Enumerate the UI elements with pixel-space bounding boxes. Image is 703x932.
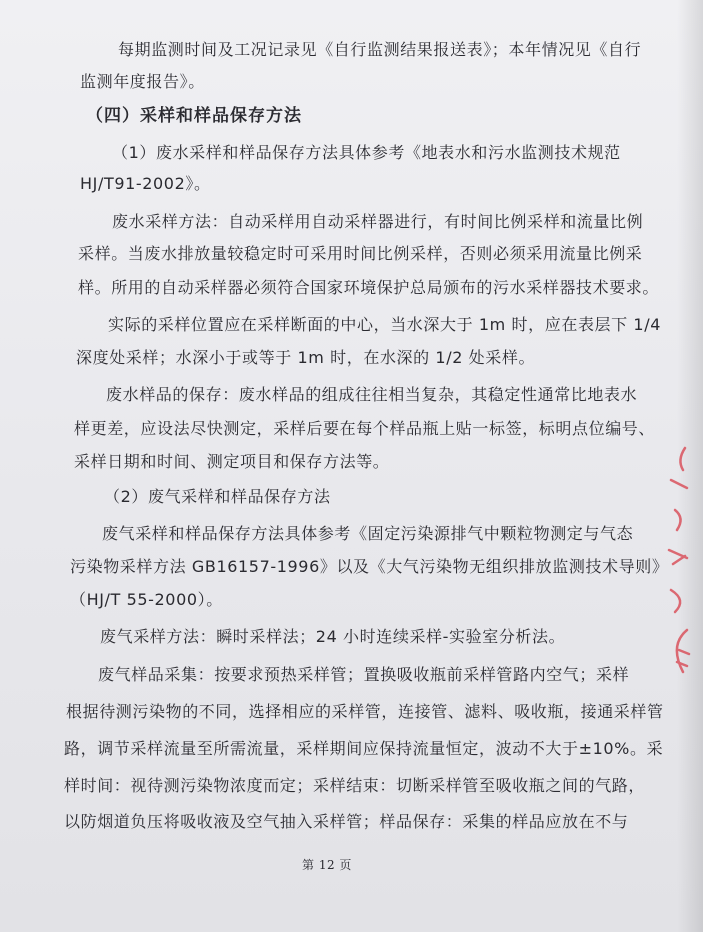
para3-line3: 样。所用的自动采样器必须符合国家环境保护总局颁布的污水采样器技术要求。 [78,278,660,297]
para9-line5: 以防烟道负压将吸收液及空气抽入采样管；样品保存：采集的样品应放在不与 [64,812,629,831]
red-seal-stamp [657,440,697,700]
para9-line1: 废气样品采集：按要求预热采样管；置换吸收瓶前采样管路内空气；采样 [98,665,630,684]
para1-line1: 每期监测时间及工况记录见《自行监测结果报送表》；本年情况见《自行 [118,40,642,59]
page-number-footer: 第 12 页 [302,858,352,872]
para3-line2: 采样。当废水排放量较稳定时可采用时间比例采样，否则必须采用流量比例采 [78,244,643,263]
para7-line1: 废气采样和样品保存方法具体参考《固定污染源排气中颗粒物测定与气态 [102,524,634,543]
para9-line3: 路，调节采样流量至所需流量，采样期间应保持流量恒定，波动不大于±10%。采 [64,739,664,758]
para2-line2: HJ/T91-2002》。 [80,174,211,193]
para9-line4: 样时间：视待测污染物浓度而定；采样结束：切断采样管至吸收瓶之间的气路， [64,776,646,795]
subsection-heading: （2）废气采样和样品保存方法 [104,487,331,506]
para4-line1: 实际的采样位置应在采样断面的中心，当水深大于 1m 时，应在表层下 1/4 [108,315,661,334]
para7-line3: （HJ/T 55-2000）。 [70,590,223,609]
para3-line1: 废水采样方法：自动采样用自动采样器进行，有时间比例采样和流量比例 [112,212,644,231]
para2-line1: （1）废水采样和样品保存方法具体参考《地表水和污水监测技术规范 [112,143,621,162]
para9-line2: 根据待测污染物的不同，选择相应的采样管，连接管、滤料、吸收瓶，接通采样管 [66,702,664,721]
para8-line1: 废气采样方法：瞬时采样法；24 小时连续采样-实验室分析法。 [100,627,566,646]
para1-line2: 监测年度报告》。 [80,72,205,91]
para5-line3: 采样日期和时间、测定项目和保存方法等。 [74,452,390,471]
section-heading: （四）采样和样品保存方法 [86,106,302,126]
para7-line2: 污染物采样方法 GB16157-1996》以及《大气污染物无组织排放监测技术导则》 [70,557,669,576]
para4-line2: 深度处采样；水深小于或等于 1m 时，在水深的 1/2 处采样。 [76,348,536,367]
para5-line1: 废水样品的保存：废水样品的组成往往相当复杂，其稳定性通常比地表水 [106,385,638,404]
para5-line2: 样更差，应设法尽快测定，采样后要在每个样品瓶上贴一标签，标明点位编号、 [74,419,656,438]
